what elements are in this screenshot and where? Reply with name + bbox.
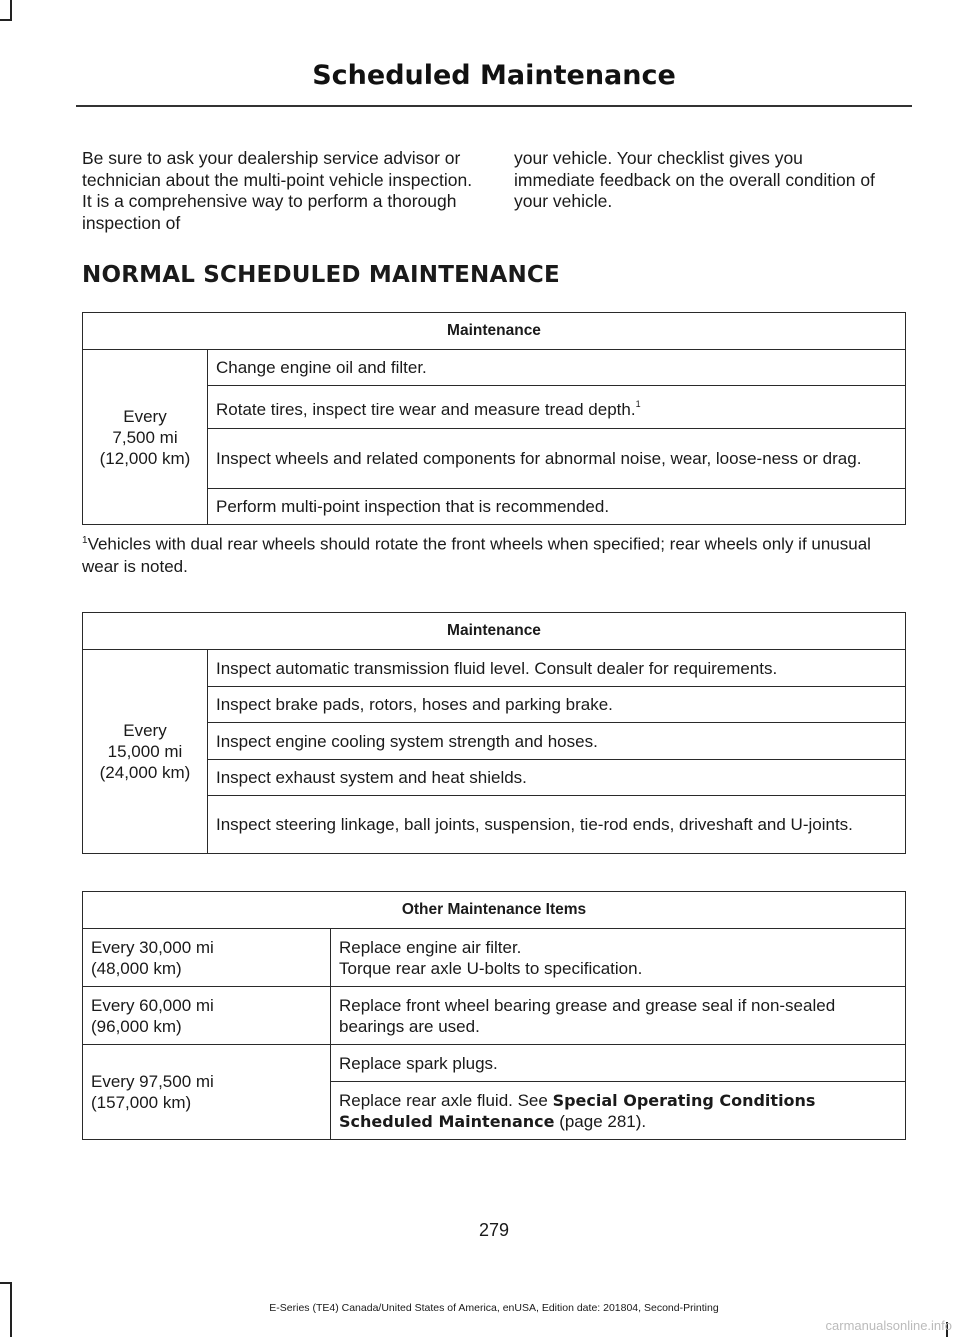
other-maintenance-table <box>82 891 906 1140</box>
page-number: 279 <box>478 1220 510 1240</box>
task-cell <box>331 929 906 987</box>
crop-mark <box>10 0 12 20</box>
interval-line: (24,000 km) <box>99 763 191 782</box>
table-header: Maintenance <box>83 313 906 350</box>
task-cell: Inspect exhaust system and heat shields. <box>208 760 906 796</box>
intro-left-text: Be sure to ask your dealership service advisor or technician about the multi-point vehicle inspection. It is a comprehensive way to perform a thorough inspection of <box>82 148 473 233</box>
table-header: Maintenance <box>83 613 906 650</box>
task-line: Replace engine air filter. <box>339 937 522 957</box>
interval-line: Every 60,000 mi <box>91 996 214 1015</box>
interval-line: Every <box>123 721 167 740</box>
interval-line: (96,000 km) <box>91 1017 182 1036</box>
header-rule <box>76 105 912 107</box>
intro-left-column <box>82 148 478 234</box>
cross-reference-link[interactable]: Special Operating Conditions Scheduled Maintenance <box>339 1090 816 1131</box>
table-header: Other Maintenance Items <box>83 892 906 929</box>
task-cell: Inspect automatic transmission fluid level. Consult dealer for requirements. <box>208 650 906 687</box>
task-cell: Perform multi-point inspection that is recommended. <box>208 489 906 525</box>
intro-right-column <box>514 148 884 213</box>
task-cell <box>331 1082 906 1140</box>
task-cell: Inspect wheels and related components for abnormal noise, wear, loose-ness or drag. <box>208 429 906 489</box>
edition-line: E-Series (TE4) Canada/United States of America, enUSA, Edition date: 201804, Second-Printing <box>269 1302 719 1314</box>
task-text: Rotate tires, inspect tire wear and measure tread depth. <box>216 400 636 419</box>
task-cell <box>208 386 906 429</box>
footnote-marker: 1 <box>82 535 88 546</box>
task-cell: Replace front wheel bearing grease and grease seal if non-sealed bearings are used. <box>331 987 906 1045</box>
maintenance-table-15000 <box>82 612 906 854</box>
interval-cell <box>83 650 208 854</box>
interval-line: Every <box>123 406 167 426</box>
crop-mark <box>0 1282 12 1284</box>
interval-line: (157,000 km) <box>91 1093 192 1112</box>
interval-line: Every 30,000 mi <box>91 938 214 957</box>
interval-line: 7,500 mi <box>112 427 178 447</box>
interval-cell <box>83 929 331 987</box>
task-cell: Change engine oil and filter. <box>208 350 906 386</box>
interval-cell <box>83 350 208 525</box>
crop-mark <box>0 19 12 21</box>
page-reference: (page 281). <box>554 1111 647 1131</box>
interval-line: 15,000 mi <box>107 742 183 761</box>
footnote <box>82 530 908 578</box>
task-line: Torque rear axle U-bolts to specification. <box>339 958 643 978</box>
maintenance-table-7500 <box>82 312 906 525</box>
task-cell: Inspect steering linkage, ball joints, suspension, tie-rod ends, driveshaft and U-joints. <box>208 796 906 854</box>
footnote-text: Vehicles with dual rear wheels should rotate the front wheels when specified; rear wheels only if unusual wear is noted. <box>82 534 871 576</box>
task-cell: Replace spark plugs. <box>331 1045 906 1082</box>
task-cell: Inspect engine cooling system strength and hoses. <box>208 723 906 760</box>
interval-cell <box>83 1045 331 1140</box>
interval-line: (12,000 km) <box>99 448 191 468</box>
interval-line: Every 97,500 mi <box>91 1072 214 1091</box>
task-cell: Inspect brake pads, rotors, hoses and parking brake. <box>208 687 906 723</box>
intro-right-text: your vehicle. Your checklist gives you immediate feedback on the overall condition of your vehicle. <box>514 148 875 211</box>
interval-cell <box>83 987 331 1045</box>
interval-line: (48,000 km) <box>91 959 182 978</box>
watermark: carmanualsonline.info <box>825 1318 952 1333</box>
section-heading: NORMAL SCHEDULED MAINTENANCE <box>82 262 560 288</box>
footnote-marker: 1 <box>635 399 641 409</box>
task-text: Replace rear axle fluid. See <box>339 1090 553 1110</box>
page-title: Scheduled Maintenance <box>312 60 676 91</box>
